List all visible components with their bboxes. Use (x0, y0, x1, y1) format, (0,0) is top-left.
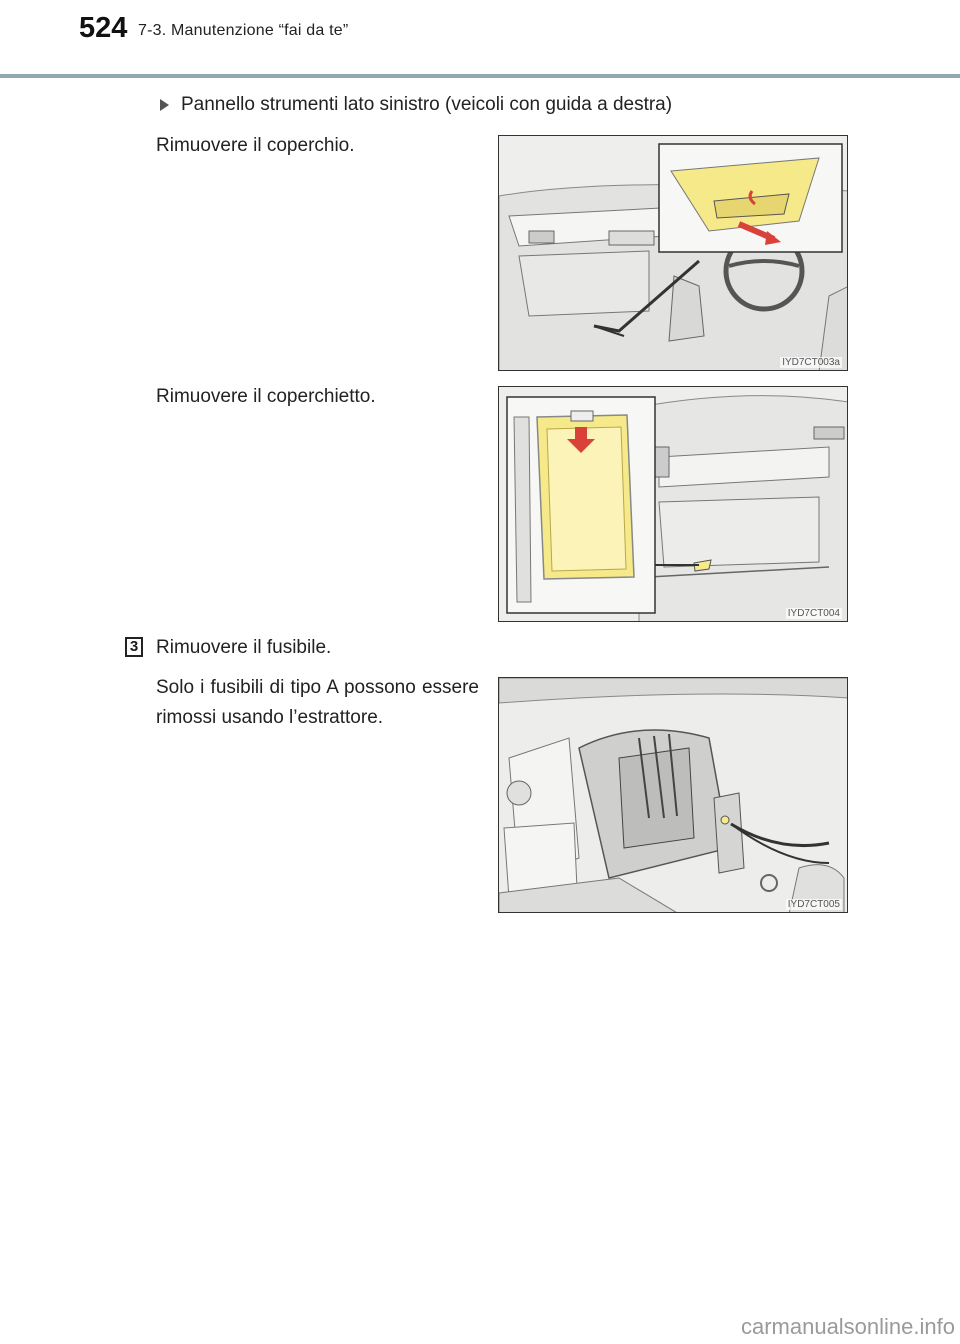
step-number-badge: 3 (125, 637, 143, 657)
triangle-bullet-icon (160, 99, 169, 111)
step-note: Solo i fusibili di tipo A possono essere rimossi usando l’estrattore. (156, 677, 479, 728)
figure-fuse-box (498, 677, 848, 913)
bullet-text: Pannello strumenti lato sinistro (veicoli con guida a destra) (181, 94, 673, 115)
bullet-heading (160, 94, 672, 116)
fuse-box-illustration (499, 678, 848, 913)
header-rule (0, 74, 960, 78)
small-cover-illustration (499, 387, 848, 622)
instruction-remove-small-cover: Rimuovere il coperchietto. (156, 386, 376, 407)
figure-code: IYD7CT004 (787, 608, 840, 619)
page-number: 524 (79, 12, 128, 44)
instruction-remove-cover: Rimuovere il coperchio. (156, 135, 355, 156)
section-title: 7-3. Manutenzione “fai da te” (138, 22, 349, 39)
figure-dashboard-cover (498, 135, 848, 371)
watermark: carmanualsonline.info (740, 1314, 955, 1339)
dashboard-illustration (499, 136, 848, 371)
figure-code: IYD7CT003a (782, 357, 840, 368)
figure-small-cover (498, 386, 848, 622)
step-title: Rimuovere il fusibile. (156, 637, 332, 658)
figure-code: IYD7CT005 (787, 899, 840, 910)
